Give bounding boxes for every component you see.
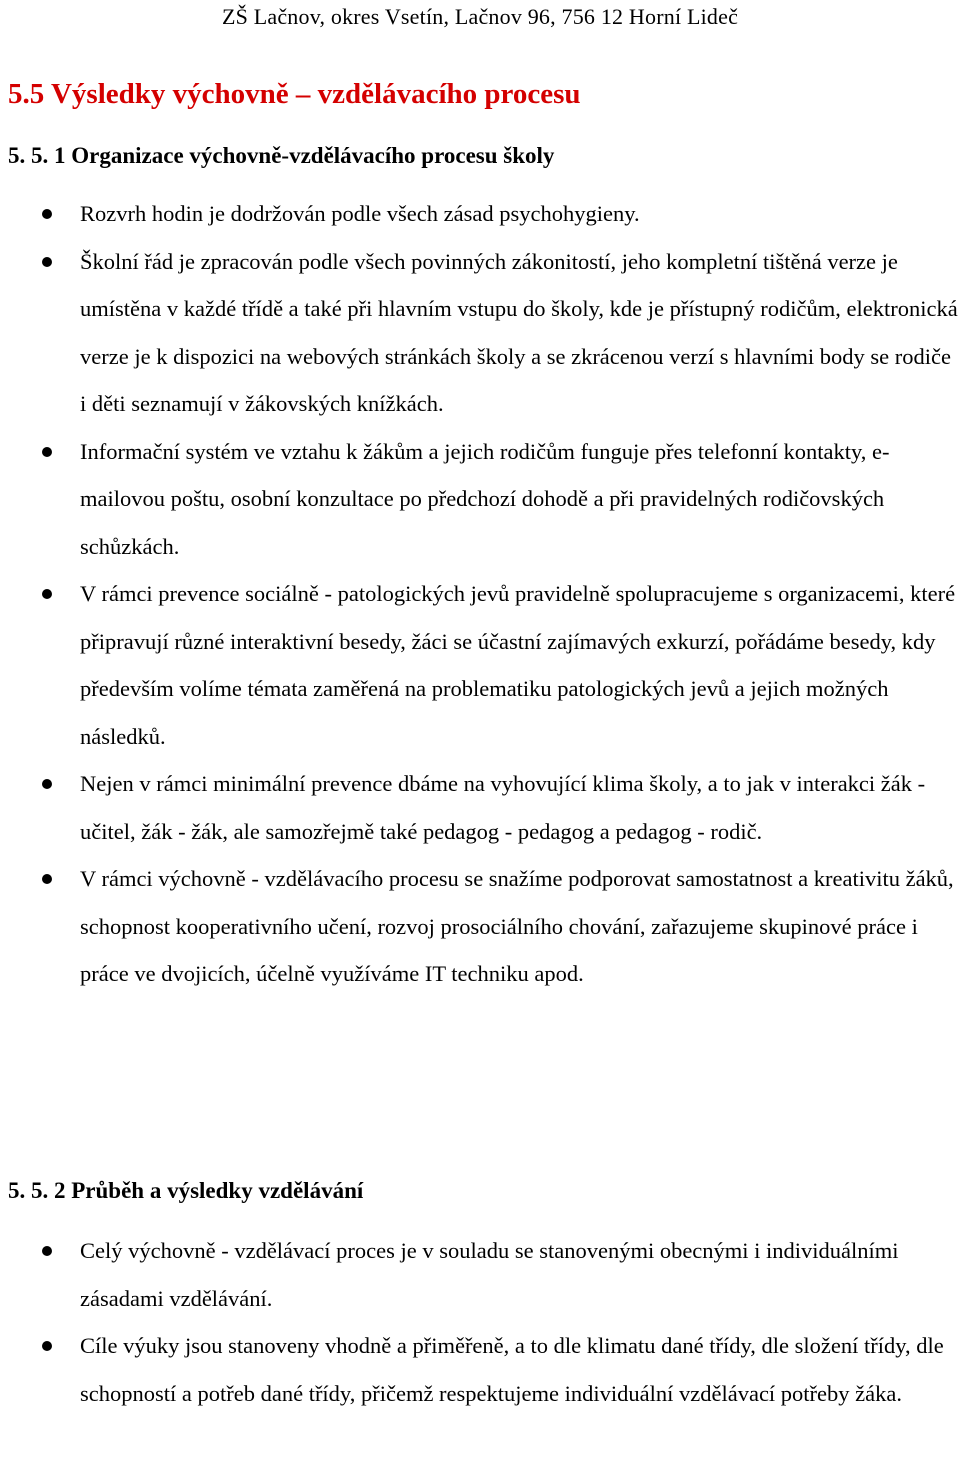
- list-item: [0, 190, 960, 238]
- bullet-icon: [42, 209, 52, 219]
- list-item: [0, 1227, 960, 1322]
- subsection-title-prubeh: 5. 5. 2 Průběh a výsledky vzdělávání: [8, 1178, 364, 1203]
- list-item: [0, 760, 960, 855]
- bullet-icon: [42, 1341, 52, 1351]
- bullet-icon: [42, 779, 52, 789]
- bullet-icon: [42, 1246, 52, 1256]
- list-item-text: V rámci výchovně - vzdělávacího procesu se snažíme podporovat samostatnost a kreativitu žáků, schopnost kooperativního učení, rozvoj prosociálního chování, zařazujeme skupinové práce i práce ve dvojicích, účelně využíváme IT techniku apod.: [80, 866, 954, 986]
- list-item: [0, 570, 960, 760]
- list-item-text: V rámci prevence sociálně - patologických jevů pravidelně spolupracujeme s organizacemi, které připravují různé interaktivní besedy, žáci se účastní zajímavých exkurzí, pořádáme besedy, kdy především volíme témata zaměřená na problematiku patologických jevů a jejich možných následků.: [80, 581, 956, 749]
- list-item: [0, 238, 960, 428]
- list-item-text: Rozvrh hodin je dodržován podle všech zásad psychohygieny.: [80, 201, 640, 226]
- list-item: [0, 428, 960, 571]
- list-item-text: Cíle výuky jsou stanoveny vhodně a přiměřeně, a to dle klimatu dané třídy, dle složení třídy, dle schopností a potřeb dané třídy, přičemž respektujeme individuální vzdělávací potřeby žáka.: [80, 1333, 944, 1406]
- bullet-icon: [42, 257, 52, 267]
- section-title: 5.5 Výsledky výchovně – vzdělávacího procesu: [8, 78, 581, 110]
- list-item-text: Školní řád je zpracován podle všech povinných zákonitostí, jeho kompletní tištěná verze je umístěna v každé třídě a také při hlavním vstupu do školy, kde je přístupný rodičům, elektronická verze je k dispozici na webových stránkách školy a se zkrácenou verzí s hlavními body se rodiče i děti seznamují v žákovských knížkách.: [80, 248, 958, 416]
- bullet-list-prubeh: [0, 1227, 960, 1417]
- bullet-list-organizace: [0, 190, 960, 998]
- list-item-text: Celý výchovně - vzdělávací proces je v souladu se stanovenými obecnými i individuálními zásadami vzdělávání.: [80, 1238, 899, 1311]
- list-item-text: Informační systém ve vztahu k žákům a jejich rodičům funguje přes telefonní kontakty, e-mailovou poštu, osobní konzultace po předchozí dohodě a při pravidelných rodičovských schůzkách.: [80, 438, 890, 559]
- list-item: [0, 855, 960, 998]
- page-header: ZŠ Lačnov, okres Vsetín, Lačnov 96, 756 12 Horní Lideč: [221, 4, 739, 29]
- list-item: [0, 1322, 960, 1417]
- bullet-icon: [42, 589, 52, 599]
- list-item-text: Nejen v rámci minimální prevence dbáme na vyhovující klima školy, a to jak v interakci žák - učitel, žák - žák, ale samozřejmě také pedagog - pedagog a pedagog - rodič.: [80, 771, 926, 844]
- bullet-icon: [42, 874, 52, 884]
- bullet-icon: [42, 447, 52, 457]
- subsection-title-organizace: 5. 5. 1 Organizace výchovně-vzdělávacího procesu školy: [8, 143, 555, 168]
